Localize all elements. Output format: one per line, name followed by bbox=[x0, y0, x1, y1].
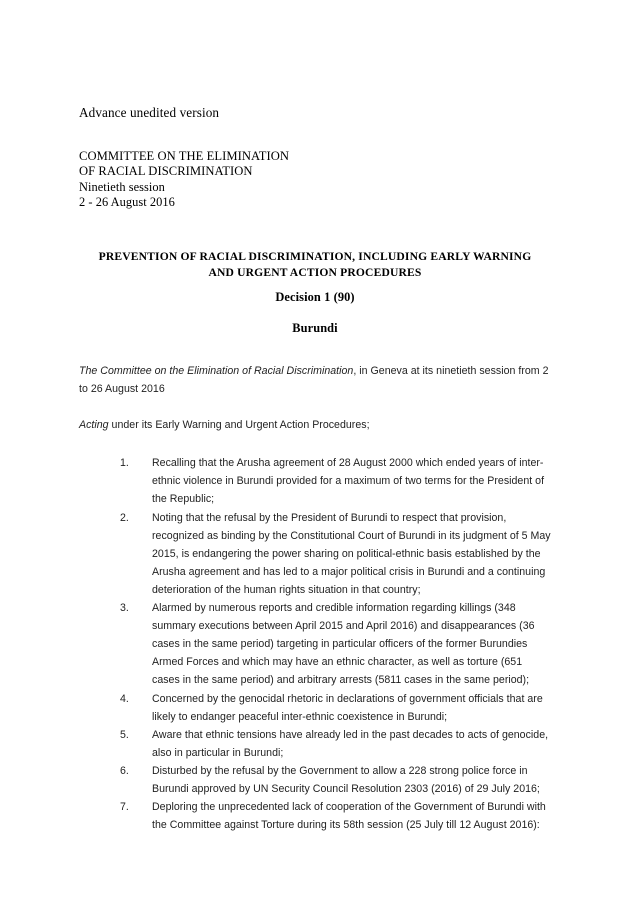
clause-number: 5. bbox=[120, 728, 129, 741]
committee-header-line-1: COMMITTEE ON THE ELIMINATION bbox=[79, 149, 289, 163]
document-body bbox=[79, 362, 551, 835]
clause-number: 7. bbox=[120, 801, 129, 814]
preamble-rest: , in Geneva at its ninetieth session from 2 to 26 August 2016 bbox=[79, 365, 549, 396]
acting-rest: under its Early Warning and Urgent Action Procedures; bbox=[108, 419, 370, 432]
list-item bbox=[79, 454, 551, 508]
list-item bbox=[79, 762, 551, 798]
clause-text: Alarmed by numerous reports and credible information regarding killings (348 summary executions between April 2015 and April 2016) and disappearances (36 cases in the same period) targeting in particular officers of the former Burundies Armed Forces and which may have an ethnic character, as well as torture (651 cases in the same period) and arbitrary arrests (5811 cases in the same period); bbox=[152, 602, 535, 687]
acting-paragraph bbox=[79, 416, 551, 434]
clause-text: Aware that ethnic tensions have already led in the past decades to acts of genocide, also in particular in Burundi; bbox=[152, 728, 549, 759]
clause-number: 3. bbox=[120, 602, 129, 615]
advance-unedited-notice: Advance unedited version bbox=[79, 105, 220, 120]
clause-text: Deploring the unprecedented lack of cooperation of the Government of Burundi with the Committee against Torture during its 58th session (25 July till 12 August 2016): bbox=[152, 801, 546, 832]
acting-emphasis: Acting bbox=[79, 419, 109, 432]
list-item bbox=[79, 798, 551, 834]
country-heading: Burundi bbox=[292, 321, 338, 335]
decision-label: Decision 1 (90) bbox=[275, 290, 355, 304]
clause-number: 2. bbox=[120, 511, 129, 524]
clause-text: Disturbed by the refusal by the Government to allow a 228 strong police force in Burundi approved by UN Security Council Resolution 2303 (2016) of 29 July 2016; bbox=[152, 764, 540, 795]
preamble-emphasis: The Committee on the Elimination of Racial Discrimination bbox=[79, 365, 354, 377]
clause-number: 1. bbox=[120, 457, 129, 470]
page-bottom-whitespace bbox=[79, 834, 551, 835]
committee-header-line-2: OF RACIAL DISCRIMINATION bbox=[79, 164, 253, 179]
committee-header-block bbox=[79, 149, 289, 211]
numbered-clause-list bbox=[79, 454, 551, 834]
list-item bbox=[79, 599, 551, 689]
session-number: Ninetieth session bbox=[79, 179, 165, 194]
page-title-line-2: AND URGENT ACTION PROCEDURES bbox=[208, 265, 422, 279]
session-dates: 2 - 26 August 2016 bbox=[79, 195, 175, 210]
clause-text: Concerned by the genocidal rhetoric in declarations of government officials that are likely to endanger peaceful inter-ethnic coexistence in Burundi; bbox=[152, 692, 543, 723]
list-item bbox=[79, 690, 551, 726]
list-item bbox=[79, 726, 551, 762]
page-title bbox=[79, 249, 551, 280]
preamble-paragraph bbox=[79, 362, 551, 398]
clause-number: 6. bbox=[120, 764, 129, 777]
clause-text: Recalling that the Arusha agreement of 28 August 2000 which ended years of inter-ethnic violence in Burundi provided for a maximum of two terms for the President of the Republic; bbox=[152, 457, 545, 506]
list-item bbox=[79, 509, 551, 599]
clause-number: 4. bbox=[120, 692, 129, 705]
page-title-line-1: PREVENTION OF RACIAL DISCRIMINATION, INCLUDING EARLY WARNING bbox=[98, 250, 532, 263]
clause-text: Noting that the refusal by the President of Burundi to respect that provision, recognized as binding by the Constitutional Court of Burundi in its judgment of 5 May 2015, is endangering the power sharing on political-ethnic basis established by the Arusha agreement and has led to a major political crisis in Burundi and a continuing deterioration of the human rights situation in that country; bbox=[152, 511, 551, 596]
